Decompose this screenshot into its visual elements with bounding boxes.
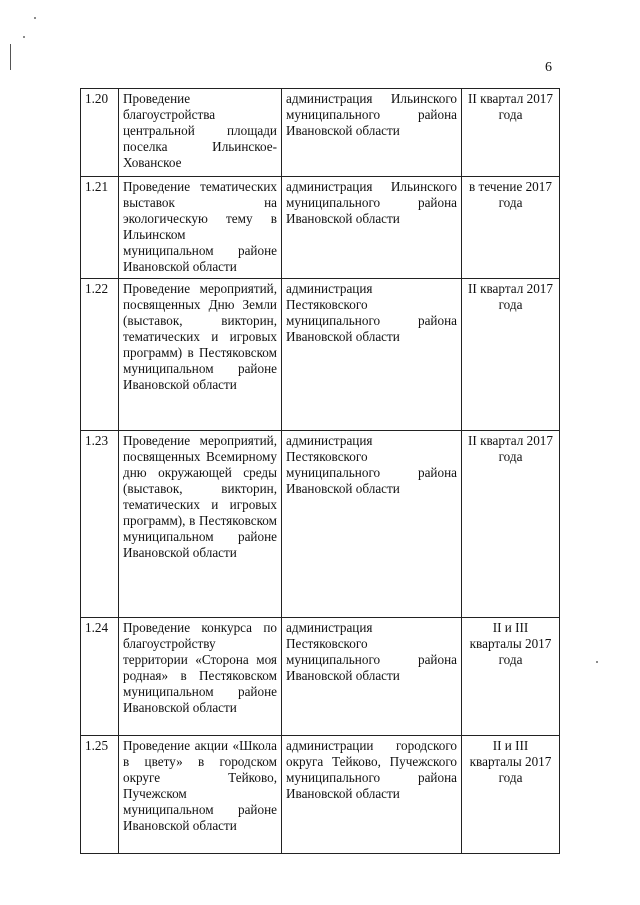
item-number: 1.24 [81, 618, 119, 736]
table-row [81, 177, 560, 279]
item-number: 1.22 [81, 279, 119, 431]
responsible-organization: администрация Пестяковского муниципального района Ивановской области [282, 618, 462, 736]
item-number: 1.20 [81, 89, 119, 177]
table-row [81, 618, 560, 736]
event-term: II квартал 2017 года [462, 279, 560, 431]
event-description: Проведение мероприятий, посвященных Всемирному дню окружающей среды (выставок, викторин, тематических и игровых программ), в Пестяковском муниципальном районе Ивановской области [119, 431, 282, 618]
event-description: Проведение благоустройства центральной площади поселка Ильинское-Хованское [119, 89, 282, 177]
responsible-organization: администрация Ильинского муниципального района Ивановской области [282, 177, 462, 279]
page-number: 6 [545, 60, 552, 75]
scan-edge-mark [10, 44, 11, 70]
table-row [81, 279, 560, 431]
event-term: II квартал 2017 года [462, 89, 560, 177]
event-description: Проведение тематических выставок на экологическую тему в Ильинском муниципальном районе Ивановской области [119, 177, 282, 279]
table-row [81, 736, 560, 854]
item-number: 1.23 [81, 431, 119, 618]
table-row [81, 431, 560, 618]
event-term: II квартал 2017 года [462, 431, 560, 618]
event-description: Проведение акции «Школа в цвету» в городском округе Тейково, Пучежском муниципальном районе Ивановской области [119, 736, 282, 854]
event-term: в течение 2017 года [462, 177, 560, 279]
event-term: II и III кварталы 2017 года [462, 618, 560, 736]
responsible-organization: администрации городского округа Тейково, Пучежского муниципального района Ивановской области [282, 736, 462, 854]
event-term: II и III кварталы 2017 года [462, 736, 560, 854]
responsible-organization: администрация Пестяковского муниципального района Ивановской области [282, 431, 462, 618]
responsible-organization: администрация Пестяковского муниципального района Ивановской области [282, 279, 462, 431]
events-table [80, 88, 560, 854]
responsible-organization: администрация Ильинского муниципального района Ивановской области [282, 89, 462, 177]
scan-speck [23, 36, 25, 38]
event-description: Проведение мероприятий, посвященных Дню Земли (выставок, викторин, тематических и игровых программ) в Пестяковском муниципальном районе Ивановской области [119, 279, 282, 431]
event-description: Проведение конкурса по благоустройству территории «Сторона моя родная» в Пестяковском муниципальном районе Ивановской области [119, 618, 282, 736]
item-number: 1.21 [81, 177, 119, 279]
scan-speck [34, 17, 36, 19]
table-row [81, 89, 560, 177]
item-number: 1.25 [81, 736, 119, 854]
scan-speck [596, 661, 598, 663]
